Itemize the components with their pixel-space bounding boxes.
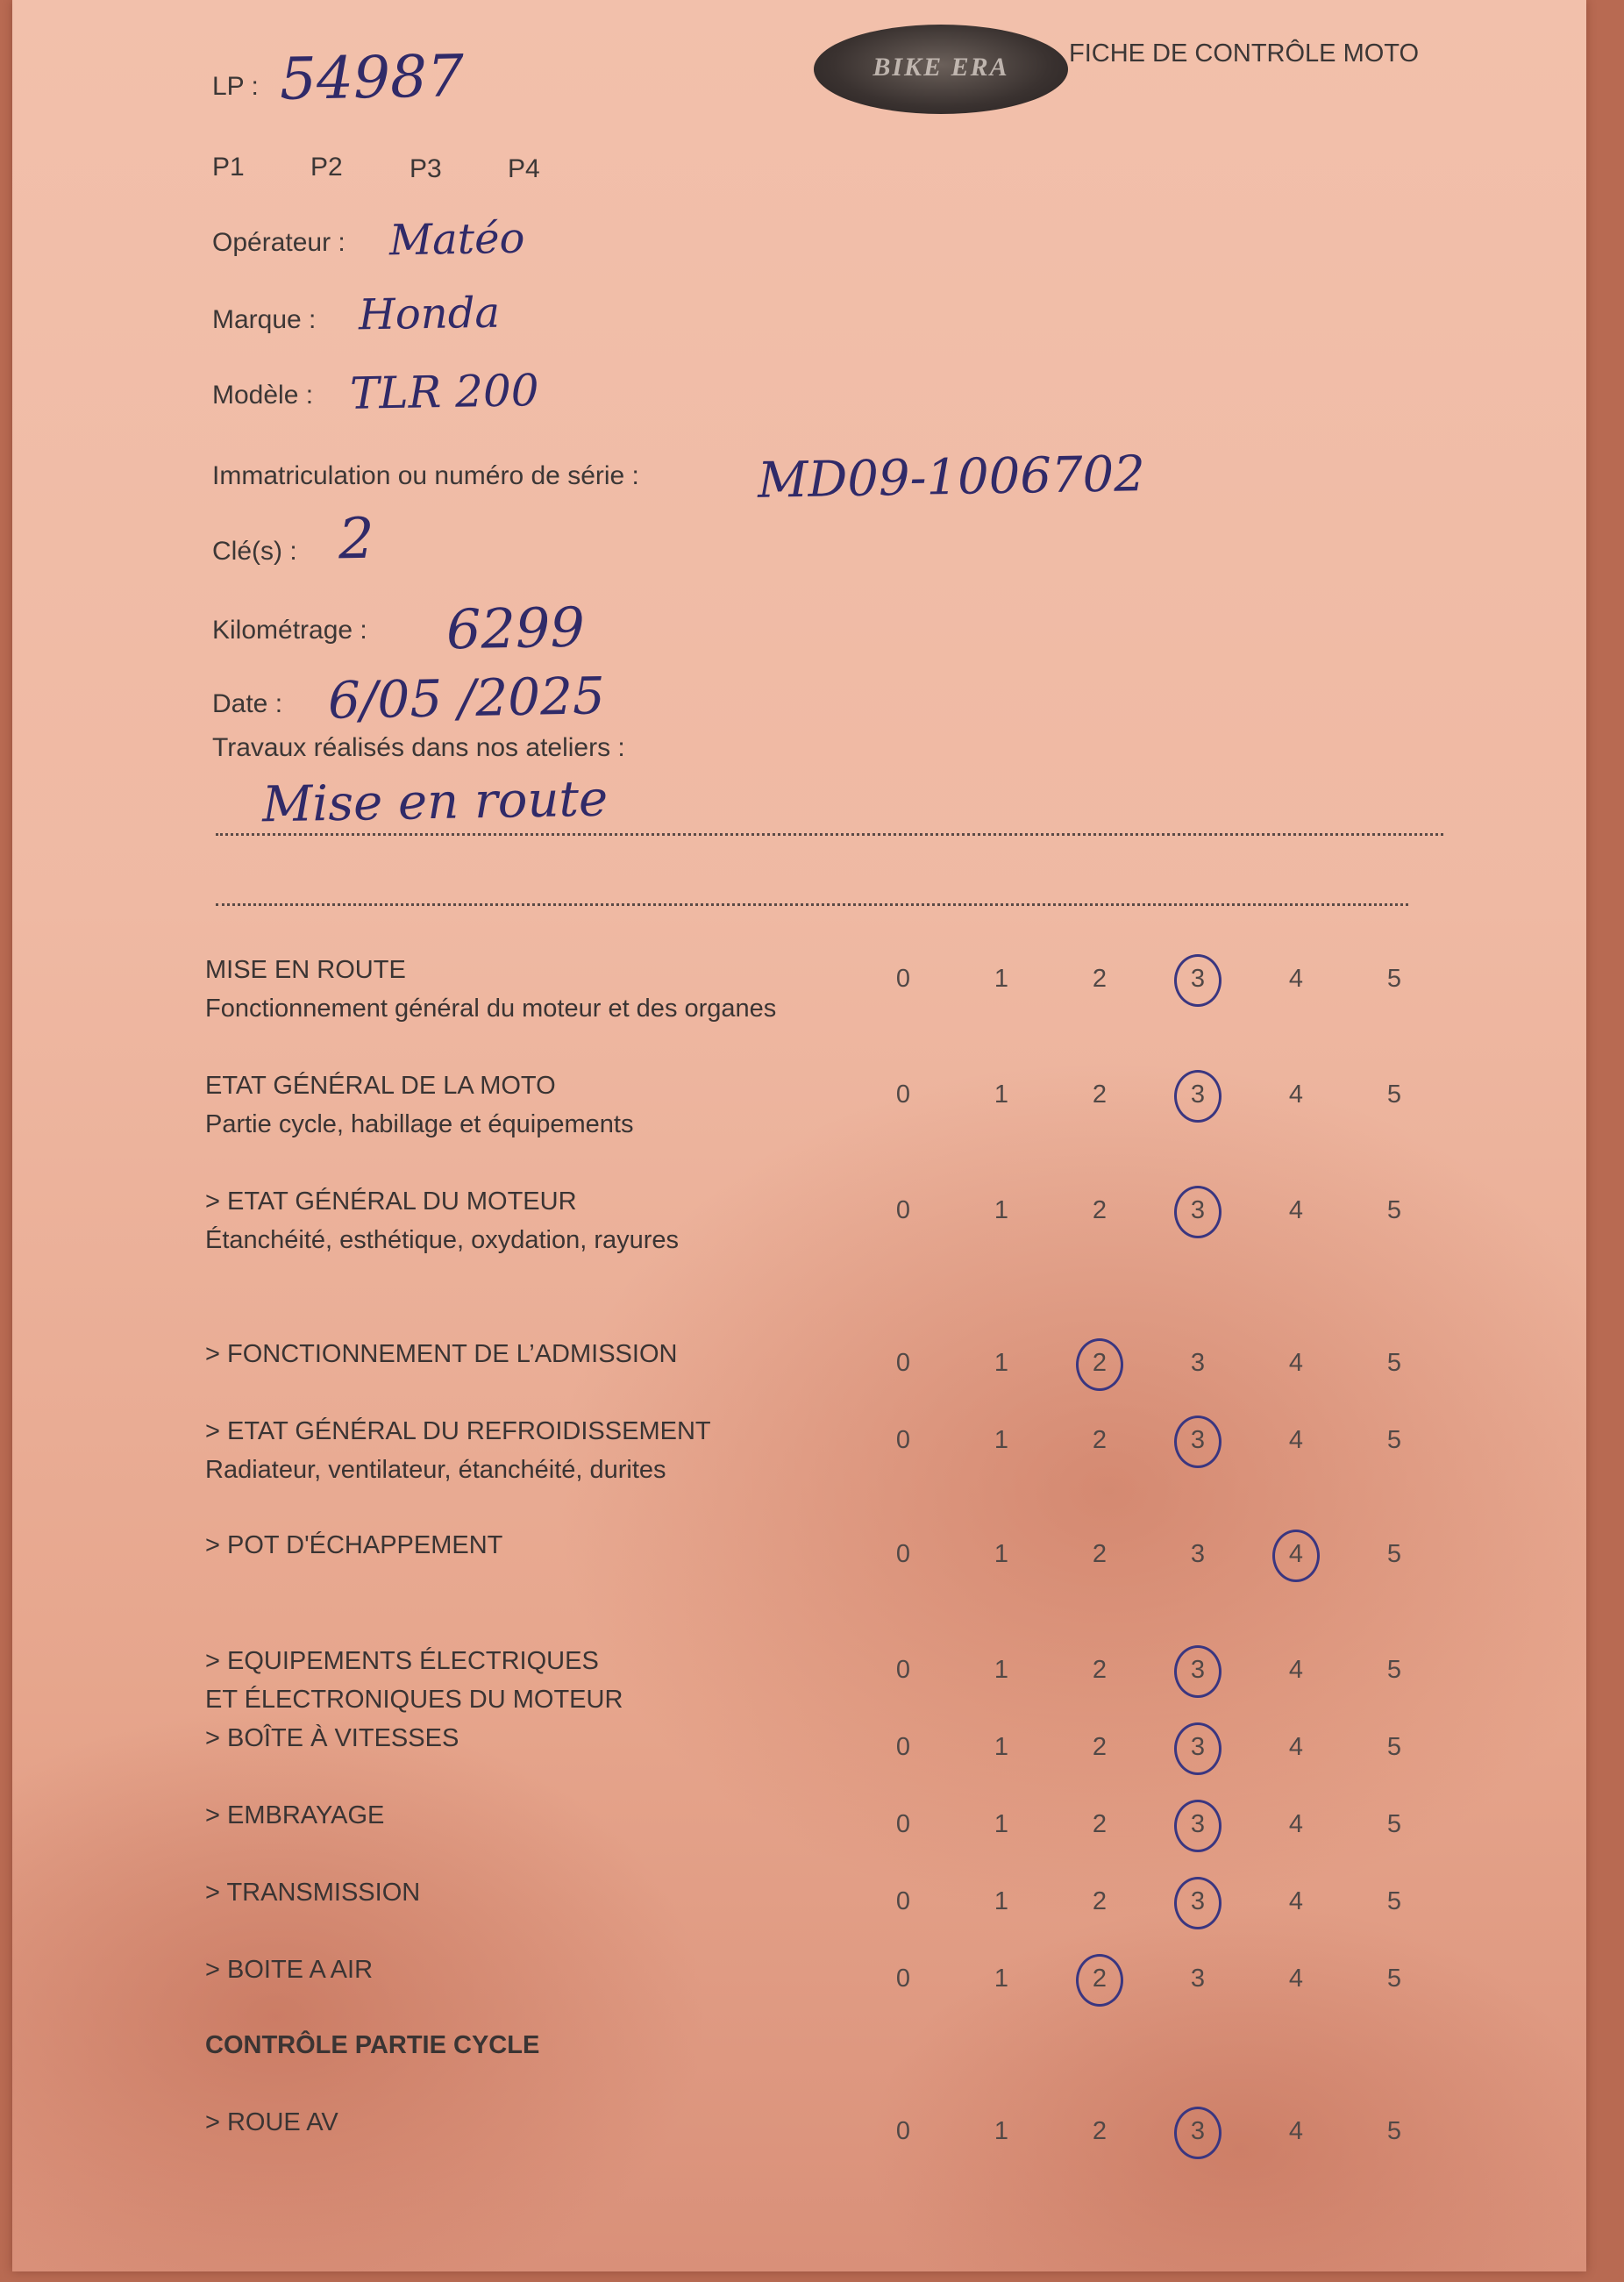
checklist-row-title: > BOITE A AIR [205, 1956, 374, 1984]
score-option: 2 [1092, 1887, 1108, 1915]
score-option: 2 [1092, 1080, 1108, 1109]
score-option: 0 [895, 1349, 911, 1377]
score-option: 0 [895, 1540, 911, 1568]
checklist-row-title: MISE EN ROUTE [205, 956, 406, 984]
checklist-row-title: > FONCTIONNEMENT DE L’ADMISSION [205, 1340, 678, 1368]
p-option-2: P2 [310, 153, 343, 182]
brand-label: Marque : [212, 305, 317, 334]
score-option: 3 [1190, 1733, 1206, 1761]
score-option: 4 [1288, 1349, 1304, 1377]
score-option: 5 [1386, 1965, 1402, 1993]
checklist-row-subtitle: Radiateur, ventilateur, étanchéité, durites [205, 1456, 666, 1484]
operator-label: Opérateur : [212, 228, 345, 257]
works-line-2 [216, 903, 1408, 906]
score-option: 2 [1092, 1196, 1108, 1224]
score-option: 0 [895, 1733, 911, 1761]
score-option: 4 [1288, 1080, 1304, 1109]
score-option: 0 [895, 1810, 911, 1838]
score-option: 3 [1190, 1965, 1206, 1993]
score-option: 3 [1190, 965, 1206, 993]
lp-label: LP : [212, 72, 259, 101]
lp-value: 54987 [279, 42, 465, 113]
score-option: 1 [994, 1540, 1009, 1568]
score-option: 5 [1386, 1540, 1402, 1568]
score-option: 5 [1386, 1810, 1402, 1838]
checklist-row-title: > BOÎTE À VITESSES [205, 1724, 459, 1752]
checklist-row-title: > POT D'ÉCHAPPEMENT [205, 1531, 503, 1559]
score-option: 5 [1386, 1426, 1402, 1454]
score-option: 4 [1288, 1810, 1304, 1838]
checklist-row-title: > EQUIPEMENTS ÉLECTRIQUES [205, 1647, 599, 1675]
score-option: 1 [994, 1196, 1009, 1224]
control-sheet [12, 0, 1586, 2271]
score-option: 2 [1092, 1540, 1108, 1568]
checklist-row-subtitle: ET ÉLECTRONIQUES DU MOTEUR [205, 1686, 623, 1714]
score-option: 4 [1288, 1656, 1304, 1684]
date-label: Date : [212, 689, 283, 718]
mileage-label: Kilométrage : [212, 616, 367, 645]
checklist-row-title: > ETAT GÉNÉRAL DU REFROIDISSEMENT [205, 1417, 711, 1445]
score-option: 4 [1288, 965, 1304, 993]
score-option: 0 [895, 2117, 911, 2145]
score-option: 2 [1092, 1349, 1108, 1377]
brand-value: Honda [358, 288, 501, 340]
score-option: 5 [1386, 1080, 1402, 1109]
score-option: 0 [895, 1887, 911, 1915]
works-label: Travaux réalisés dans nos ateliers : [212, 733, 625, 762]
score-option: 1 [994, 1810, 1009, 1838]
mileage-value: 6299 [445, 595, 586, 662]
score-option: 4 [1288, 2117, 1304, 2145]
score-option: 0 [895, 1080, 911, 1109]
score-option: 1 [994, 2117, 1009, 2145]
cycle-section-title: CONTRÔLE PARTIE CYCLE [205, 2031, 540, 2059]
score-option: 2 [1092, 1810, 1108, 1838]
works-line-1 [216, 833, 1443, 836]
score-option: 2 [1092, 1733, 1108, 1761]
document-title: FICHE DE CONTRÔLE MOTO [1069, 39, 1420, 68]
checklist-row-title: ETAT GÉNÉRAL DE LA MOTO [205, 1072, 556, 1100]
score-option: 5 [1386, 1656, 1402, 1684]
works-value: Mise en route [261, 770, 609, 834]
score-option: 5 [1386, 1733, 1402, 1761]
operator-value: Matéo [388, 213, 525, 266]
score-option: 4 [1288, 1887, 1304, 1915]
p-option-1: P1 [212, 153, 245, 182]
score-option: 2 [1092, 1656, 1108, 1684]
checklist-row-subtitle: Étanchéité, esthétique, oxydation, rayures [205, 1226, 680, 1254]
checklist-row-title: > TRANSMISSION [205, 1879, 421, 1907]
score-option: 4 [1288, 1965, 1304, 1993]
score-option: 5 [1386, 1887, 1402, 1915]
serial-label: Immatriculation ou numéro de série : [212, 461, 639, 490]
score-option: 5 [1386, 1349, 1402, 1377]
score-option: 5 [1386, 1196, 1402, 1224]
score-option: 3 [1190, 1540, 1206, 1568]
score-option: 1 [994, 965, 1009, 993]
p-option-4: P4 [508, 154, 540, 183]
score-option: 5 [1386, 965, 1402, 993]
score-option: 1 [994, 1965, 1009, 1993]
score-option: 1 [994, 1887, 1009, 1915]
score-option: 3 [1190, 1349, 1206, 1377]
model-value: TLR 200 [349, 365, 540, 419]
score-option: 4 [1288, 1426, 1304, 1454]
date-value: 6/05 /2025 [327, 666, 606, 731]
score-option: 2 [1092, 1965, 1108, 1993]
score-option: 4 [1288, 1540, 1304, 1568]
score-option: 3 [1190, 1196, 1206, 1224]
score-option: 2 [1092, 965, 1108, 993]
checklist-row-title: > EMBRAYAGE [205, 1801, 385, 1829]
score-option: 1 [994, 1733, 1009, 1761]
serial-value: MD09-1006702 [757, 446, 1146, 510]
score-option: 0 [895, 965, 911, 993]
p-option-3: P3 [410, 154, 442, 183]
keys-label: Clé(s) : [212, 537, 297, 566]
score-option: 1 [994, 1080, 1009, 1109]
score-option: 3 [1190, 1426, 1206, 1454]
model-label: Modèle : [212, 381, 314, 410]
checklist-row-title: > ROUE AV [205, 2108, 338, 2136]
score-option: 1 [994, 1656, 1009, 1684]
score-option: 3 [1190, 1810, 1206, 1838]
keys-value: 2 [338, 506, 375, 573]
checklist-row-title: > ETAT GÉNÉRAL DU MOTEUR [205, 1187, 577, 1216]
score-option: 3 [1190, 1656, 1206, 1684]
logo-text: BIKE ERA [873, 53, 1009, 82]
checklist-row-subtitle: Fonctionnement général du moteur et des organes [205, 995, 777, 1023]
score-option: 2 [1092, 2117, 1108, 2145]
score-option: 3 [1190, 1887, 1206, 1915]
score-option: 3 [1190, 2117, 1206, 2145]
score-option: 0 [895, 1965, 911, 1993]
score-option: 3 [1190, 1080, 1206, 1109]
score-option: 0 [895, 1656, 911, 1684]
score-option: 1 [994, 1349, 1009, 1377]
logo [814, 25, 1068, 114]
score-option: 1 [994, 1426, 1009, 1454]
score-option: 0 [895, 1196, 911, 1224]
score-option: 0 [895, 1426, 911, 1454]
checklist-row-subtitle: Partie cycle, habillage et équipements [205, 1110, 634, 1138]
score-option: 4 [1288, 1196, 1304, 1224]
score-option: 2 [1092, 1426, 1108, 1454]
score-option: 5 [1386, 2117, 1402, 2145]
score-option: 4 [1288, 1733, 1304, 1761]
